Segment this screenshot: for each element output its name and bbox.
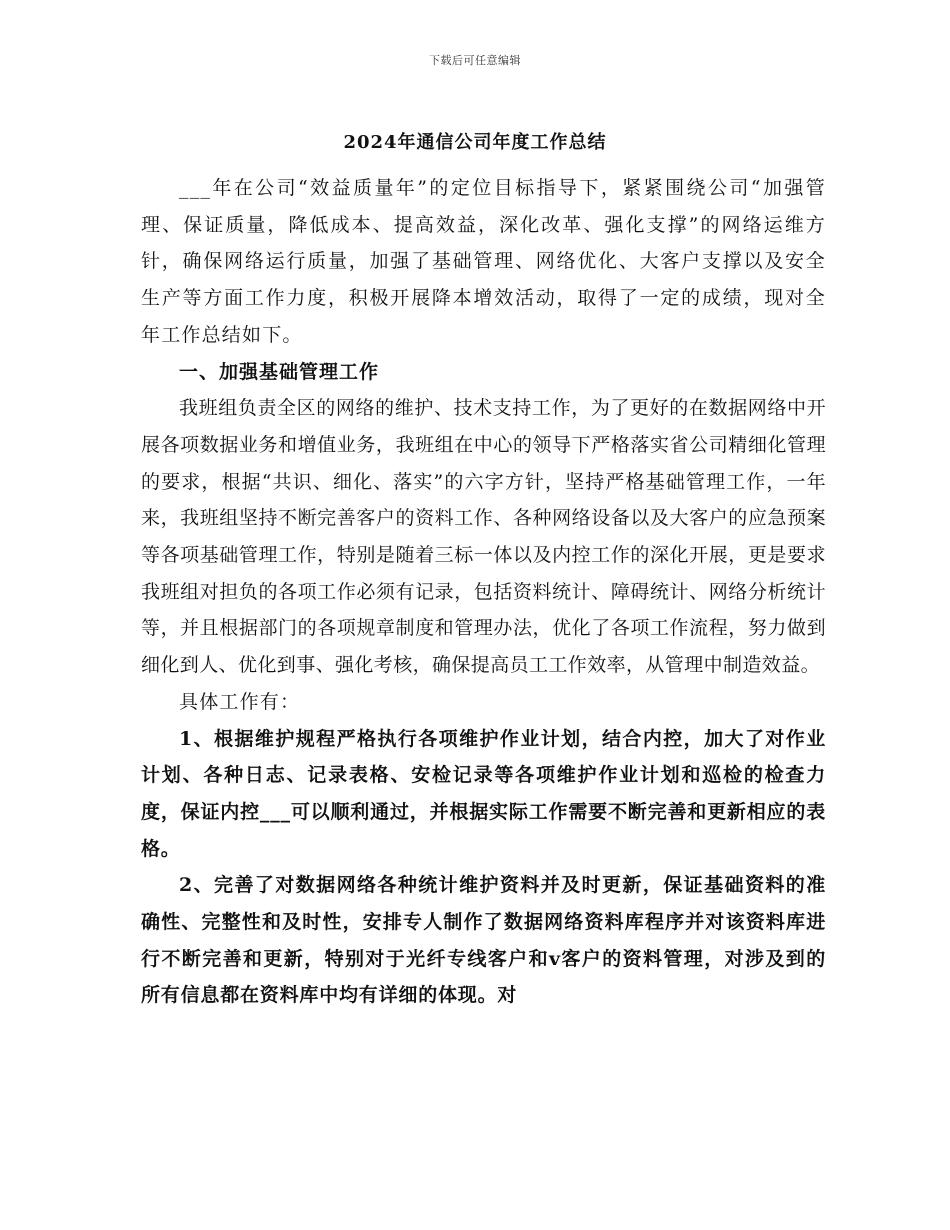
header-note: 下载后可任意编辑: [429, 54, 521, 67]
intro-paragraph: ___年在公司“效益质量年”的定位目标指导下，紧紧围绕公司“加强管理、保证质量，降低成本、提高效益，深化改革、强化支撑”的网络运维方针，确保网络运行质量，加强了基础管理、网络优化、大客户支撑以及安全生产等方面工作力度，积极开展降本增效活动，取得了一定的成绩，现对全年工作总结如下。: [141, 177, 826, 346]
document-body: [141, 170, 826, 1014]
work-item-1: 1、根据维护规程严格执行各项维护作业计划，结合内控，加大了对作业计划、各种日志、记录表格、安检记录等各项维护作业计划和巡检的检查力度，保证内控___可以顺利通过，并根据实际工作需要不断完善和更新相应的表格。: [141, 727, 826, 860]
document-title: 2024年通信公司年度工作总结: [343, 132, 607, 153]
section-heading-1: 一、加强基础管理工作: [179, 360, 380, 383]
work-item-2: 2、完善了对数据网络各种统计维护资料并及时更新，保证基础资料的准确性、完整性和及时性，安排专人制作了数据网络资料库程序并对该资料库进行不断完善和更新，特别对于光纤专线客户和v客户的资料管理，对涉及到的所有信息都在资料库中均有详细的体现。对: [141, 874, 826, 1007]
section-1-paragraph: 我班组负责全区的网络的维护、技术支持工作，为了更好的在数据网络中开展各项数据业务和增值业务，我班组在中心的领导下严格落实省公司精细化管理的要求，根据“共识、细化、落实”的六字方针，坚持严格基础管理工作，一年来，我班组坚持不断完善客户的资料工作、各种网络设备以及大客户的应急预案等各项基础管理工作，特别是随着三标一体以及内控工作的深化开展，更是要求我班组对担负的各项工作必须有记录，包括资料统计、障碍统计、网络分析统计等，并且根据部门的各项规章制度和管理办法，优化了各项工作流程，努力做到细化到人、优化到事、强化考核，确保提高员工工作效率，从管理中制造效益。: [141, 397, 826, 677]
work-items-intro: 具体工作有：: [179, 690, 301, 713]
